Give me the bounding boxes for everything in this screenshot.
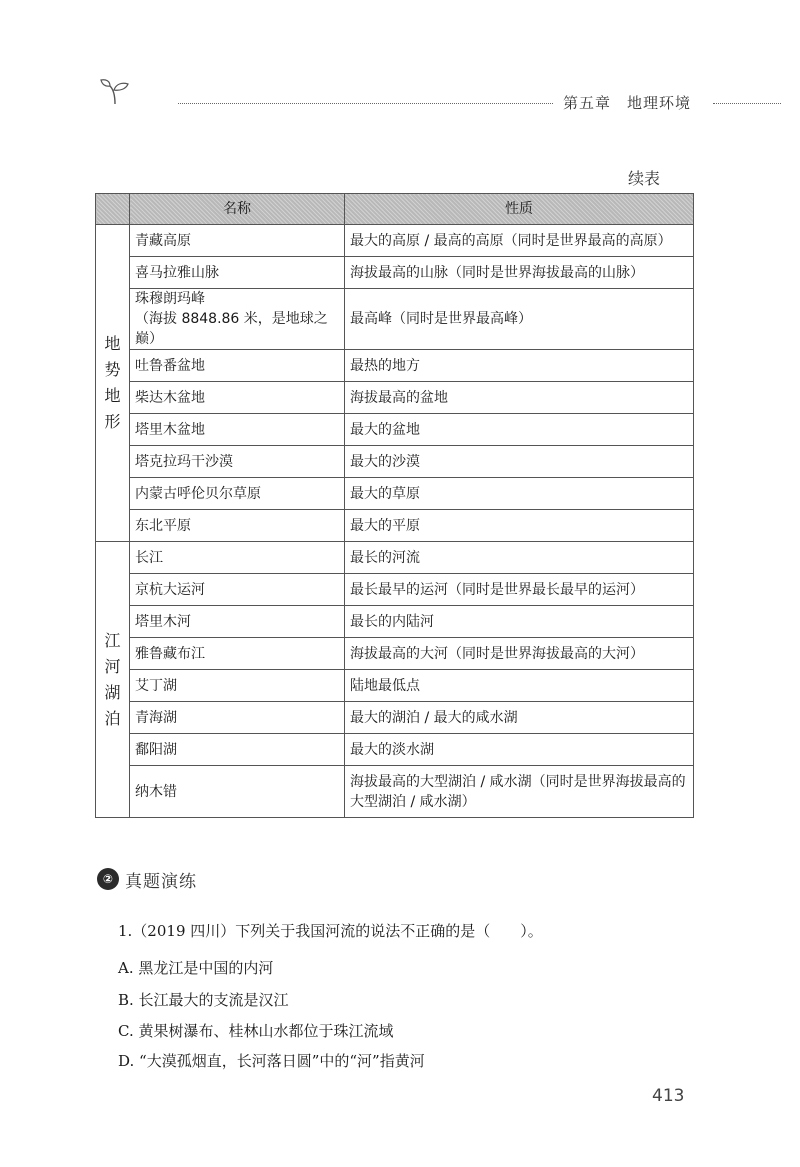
section-number-icon: ② [97, 868, 119, 890]
row-name: 青海湖 [130, 702, 345, 734]
row-nature: 最大的沙漠 [345, 446, 694, 478]
row-nature: 最大的草原 [345, 478, 694, 510]
row-nature: 陆地最低点 [345, 670, 694, 702]
row-name: 纳木错 [130, 766, 345, 818]
table-row [96, 542, 694, 574]
row-nature: 海拔最高的盆地 [345, 382, 694, 414]
header-rule-right [713, 103, 781, 104]
row-nature: 海拔最高的山脉（同时是世界海拔最高的山脉） [345, 257, 694, 289]
row-nature: 最热的地方 [345, 350, 694, 382]
row-nature: 最长的内陆河 [345, 606, 694, 638]
table-row [96, 574, 694, 606]
row-nature: 最大的高原 / 最高的高原（同时是世界最高的高原） [345, 225, 694, 257]
row-name: 塔里木盆地 [130, 414, 345, 446]
table-row [96, 225, 694, 257]
row-name-sub: （海拔 8848.86 米，是地球之巅） [135, 311, 328, 347]
question-stem: 1.（2019 四川）下列关于我国河流的说法不正确的是（ ）。 [118, 922, 543, 940]
row-name-main: 珠穆朗玛峰 [135, 291, 205, 307]
option-b: B. 长江最大的支流是汉江 [118, 991, 289, 1009]
row-nature: 最大的平原 [345, 510, 694, 542]
section-title: 真题演练 [125, 872, 197, 892]
chapter-title: 第五章 地理环境 [563, 94, 692, 112]
table-row [96, 257, 694, 289]
table-row [96, 734, 694, 766]
table-row [96, 638, 694, 670]
table-row [96, 382, 694, 414]
category-char: 势 [104, 360, 121, 379]
category-terrain [96, 225, 130, 542]
category-char: 河 [104, 656, 121, 676]
row-name: 鄱阳湖 [130, 734, 345, 766]
category-char: 形 [104, 412, 121, 431]
row-nature: 最大的盆地 [345, 414, 694, 446]
row-name: 雅鲁藏布江 [130, 638, 345, 670]
category-rivers-lakes [96, 542, 130, 818]
row-name: 柴达木盆地 [130, 382, 345, 414]
row-name [130, 289, 345, 350]
row-name: 艾丁湖 [130, 670, 345, 702]
table-header-row [96, 194, 694, 225]
page-number: 413 [652, 1086, 685, 1106]
table-row [96, 446, 694, 478]
table-row [96, 606, 694, 638]
row-name: 塔克拉玛干沙漠 [130, 446, 345, 478]
sprout-icon [100, 78, 130, 106]
table-row [96, 414, 694, 446]
table-row [96, 478, 694, 510]
table-row [96, 510, 694, 542]
table-row [96, 350, 694, 382]
row-name: 内蒙古呼伦贝尔草原 [130, 478, 345, 510]
header-rule-left [178, 103, 553, 104]
table-row [96, 766, 694, 818]
row-nature: 最长的河流 [345, 542, 694, 574]
row-name: 京杭大运河 [130, 574, 345, 606]
category-char: 江 [104, 630, 121, 650]
option-a: A. 黑龙江是中国的内河 [118, 959, 274, 977]
row-name: 吐鲁番盆地 [130, 350, 345, 382]
row-name: 喜马拉雅山脉 [130, 257, 345, 289]
continued-label: 续表 [628, 169, 661, 188]
row-nature: 最大的湖泊 / 最大的咸水湖 [345, 702, 694, 734]
table-row [96, 289, 694, 350]
header-name: 名称 [130, 194, 345, 225]
table-row [96, 670, 694, 702]
option-c: C. 黄果树瀑布、桂林山水都位于珠江流域 [118, 1022, 394, 1040]
category-char: 泊 [104, 708, 121, 728]
row-nature: 最长最早的运河（同时是世界最长最早的运河） [345, 574, 694, 606]
row-nature: 最高峰（同时是世界最高峰） [345, 289, 694, 350]
option-d: D. “大漠孤烟直，长河落日圆”中的“河”指黄河 [118, 1052, 425, 1070]
row-nature: 最大的淡水湖 [345, 734, 694, 766]
category-char: 地 [104, 386, 121, 405]
category-char: 地 [104, 334, 121, 353]
row-name: 青藏高原 [130, 225, 345, 257]
header-blank [96, 194, 130, 225]
row-nature: 海拔最高的大型湖泊 / 咸水湖（同时是世界海拔最高的大型湖泊 / 咸水湖） [345, 766, 694, 818]
category-char: 湖 [104, 682, 121, 702]
row-nature: 海拔最高的大河（同时是世界海拔最高的大河） [345, 638, 694, 670]
header-nature: 性质 [345, 194, 694, 225]
table-row [96, 702, 694, 734]
row-name: 长江 [130, 542, 345, 574]
row-name: 塔里木河 [130, 606, 345, 638]
row-name: 东北平原 [130, 510, 345, 542]
geography-table [95, 193, 694, 818]
